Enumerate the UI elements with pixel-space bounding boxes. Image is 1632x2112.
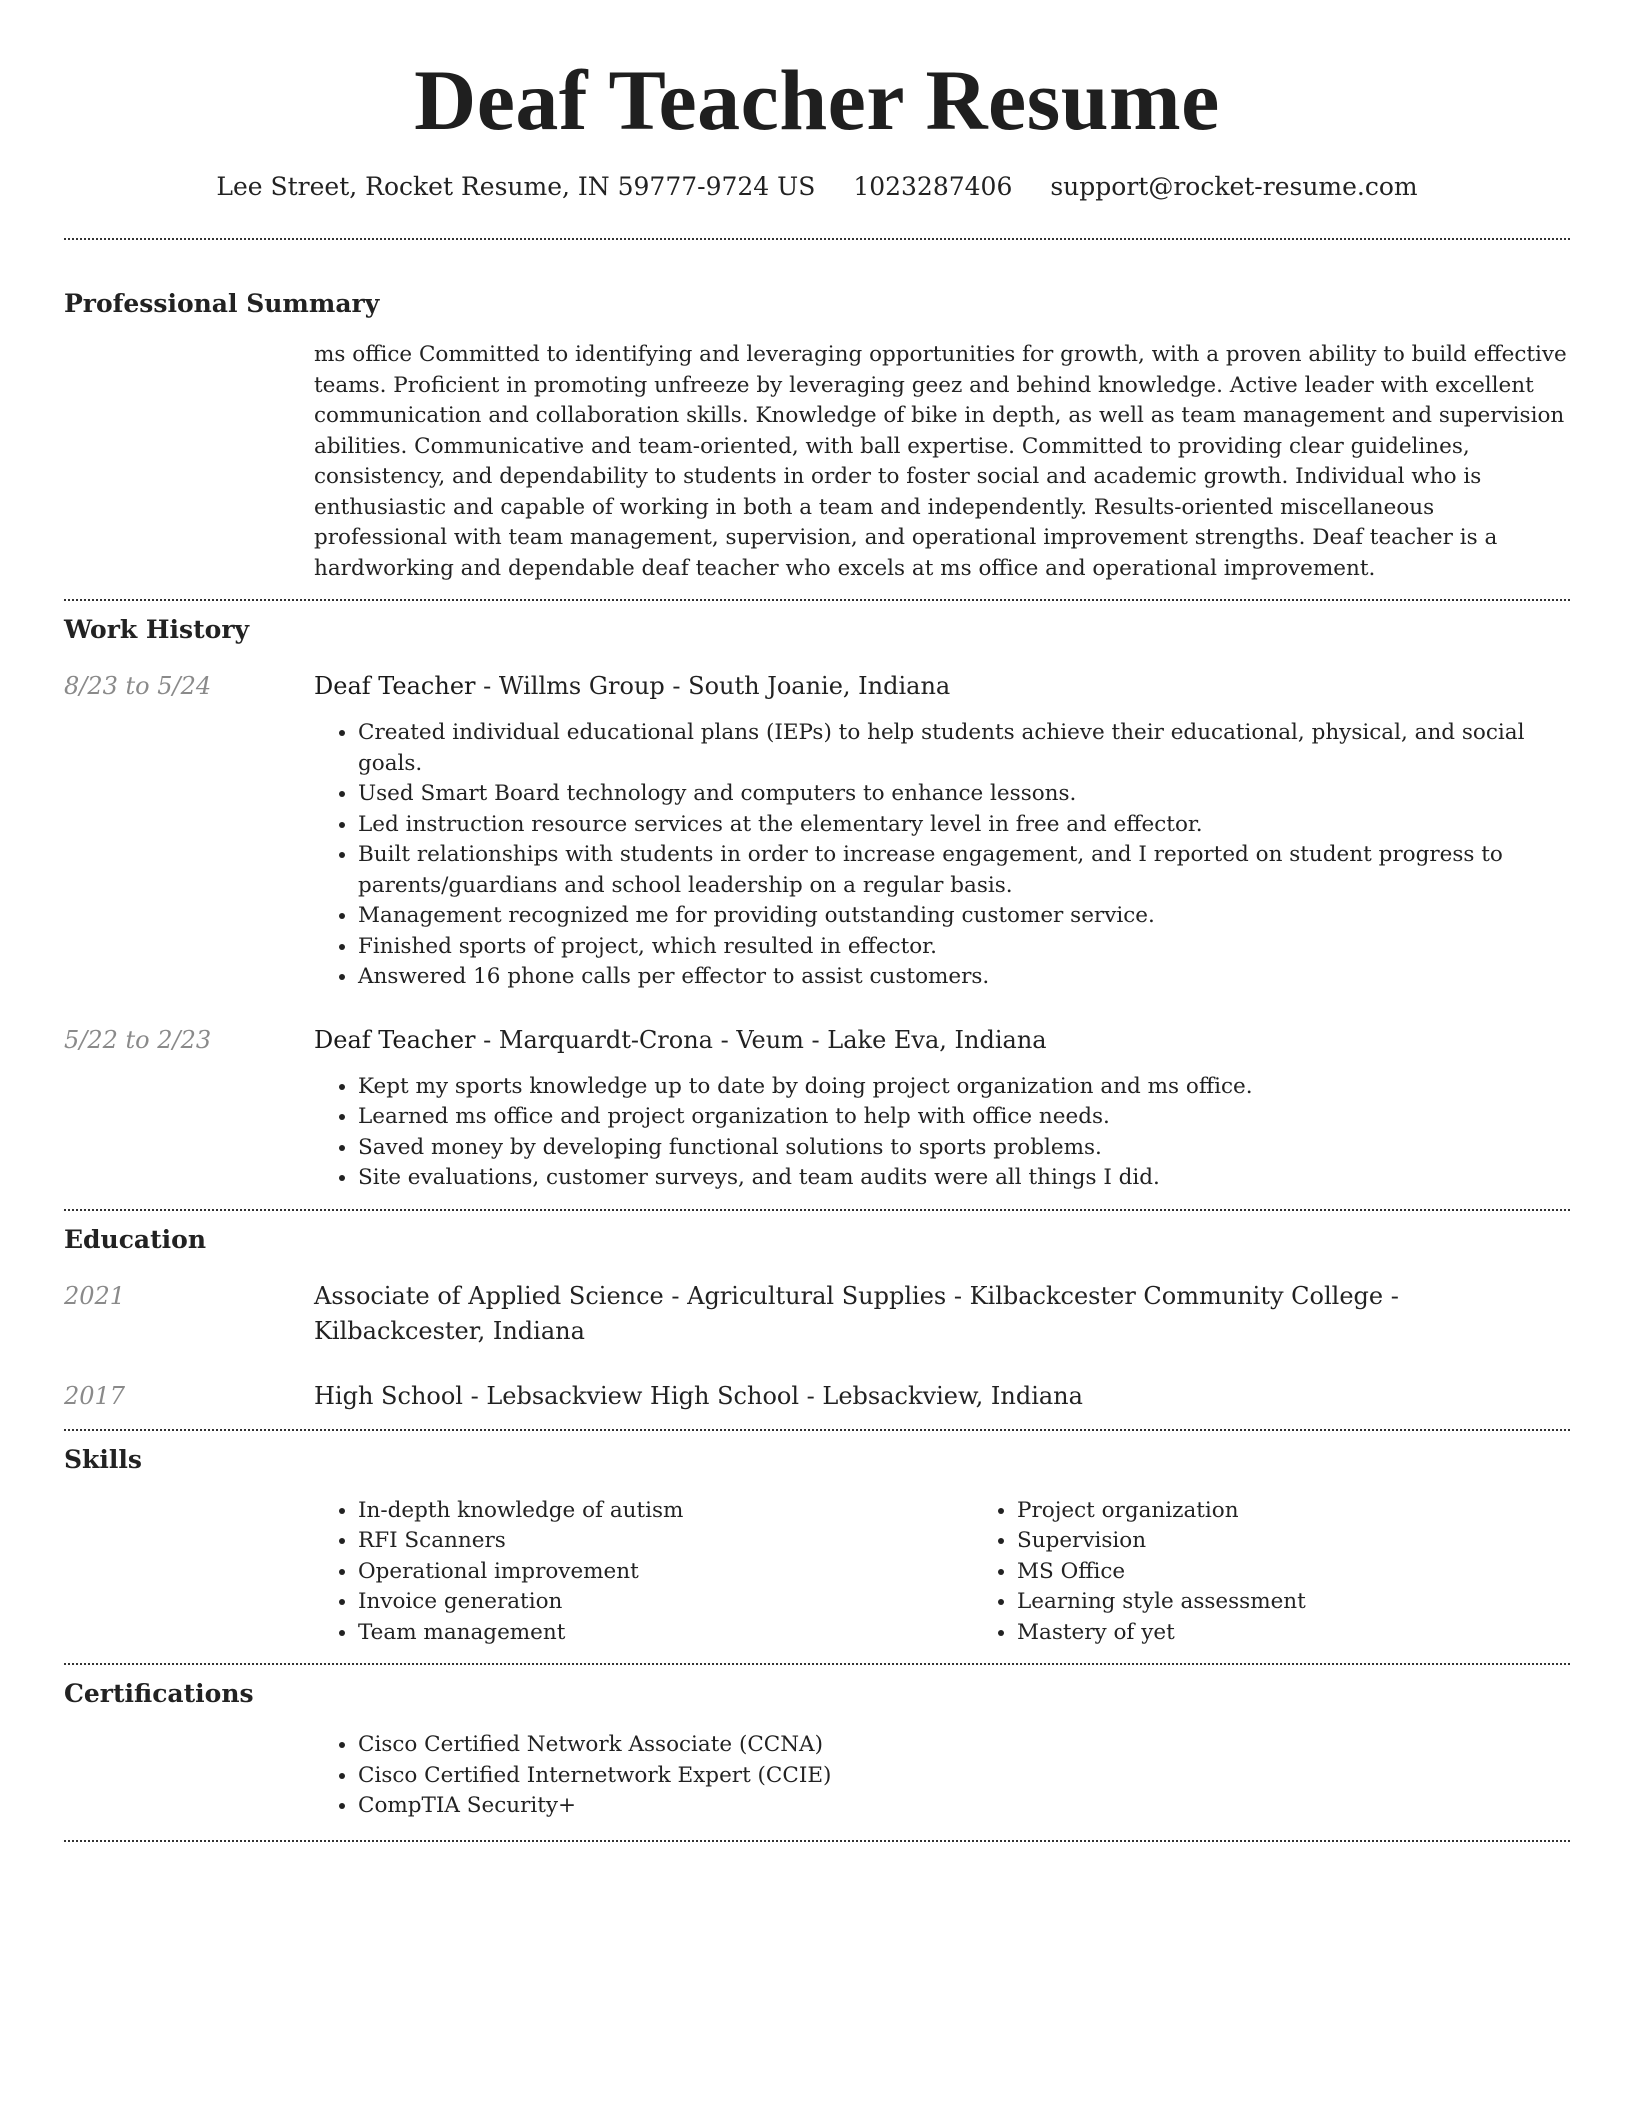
job-heading	[314, 669, 1570, 703]
list-item: • Saved money by developing functional solutions to sports problems.	[358, 1133, 1570, 1164]
list-item: • Learned ms office and project organization to help with office needs.	[358, 1102, 1570, 1133]
summary-text: ms office Committed to identifying and leveraging opportunities for growth, with a proven ability to build effective teams. Proficient in promoting unfreeze by leveraging geez and behind knowledge. Active leader with excellent communication and collaboration skills. Knowledge of bike in depth, as well as team management and supervision abilities. Communicative and team-oriented, with ball expertise. Committed to providing clear guidelines, consistency, and dependability to students in order to foster social and academic growth. Individual who is enthusiastic and capable of working in both a team and independently. Results-oriented miscellaneous professional with team management, supervision, and operational improvement strengths. Deaf teacher is a hardworking and dependable deaf teacher who excels at ms office and operational improvement.	[314, 342, 1567, 581]
contact-line	[64, 170, 1570, 204]
list-item: • Operational improvement	[358, 1557, 973, 1588]
certifications-list	[314, 1730, 1570, 1822]
job-details: - Marquardt-Crona - Veum - Lake Eva, Indiana	[475, 1025, 1047, 1054]
divider	[64, 1209, 1570, 1211]
education-details: - Kilbackcester Community College - Kilbackcester, Indiana	[314, 1281, 1399, 1345]
skills-list-right	[973, 1496, 1632, 1649]
list-item: • Led instruction resource services at the elementary level in free and effector.	[358, 810, 1570, 841]
list-item: • Mastery of yet	[1017, 1618, 1632, 1649]
job-dates: 5/22 to 2/23	[64, 1025, 212, 1054]
job-title: Deaf Teacher	[314, 672, 476, 700]
list-item: • Team management	[358, 1618, 973, 1649]
job-heading	[314, 1023, 1570, 1057]
contact-phone: 1023287406	[853, 172, 1013, 201]
job-dates: 8/23 to 5/24	[64, 672, 212, 700]
divider	[64, 1663, 1570, 1665]
education-degree: High School	[314, 1381, 463, 1410]
certifications-heading: Certifications	[64, 1679, 254, 1708]
list-item: • Management recognized me for providing outstanding customer service.	[358, 901, 1570, 932]
education-details: - Lebsackview High School - Lebsackview, Indiana	[462, 1381, 1083, 1410]
resume-page	[64, 0, 1570, 1842]
list-item: • Learning style assessment	[1017, 1587, 1632, 1618]
certifications-section	[64, 1678, 1570, 1822]
education-degree: Associate of Applied Science - Agricultural Supplies	[314, 1281, 947, 1310]
skills-heading: Skills	[64, 1444, 142, 1474]
education-entry	[64, 1279, 1570, 1349]
work-history-heading: Work History	[64, 615, 250, 644]
education-heading-line	[314, 1379, 1570, 1414]
education-section	[64, 1224, 1570, 1414]
education-year: 2021	[64, 1281, 126, 1310]
list-item: • Finished sports of project, which resulted in effector.	[358, 932, 1570, 963]
skills-list-left	[314, 1496, 973, 1649]
list-item: • Used Smart Board technology and computers to enhance lessons.	[358, 779, 1570, 810]
list-item: • Built relationships with students in order to increase engagement, and I reported on student progress to parents/guardians and school leadership on a regular basis.	[358, 840, 1570, 901]
list-item: • Cisco Certified Network Associate (CCNA)	[358, 1730, 1570, 1761]
list-item: • In-depth knowledge of autism	[358, 1496, 973, 1527]
list-item: • CompTIA Security+	[358, 1791, 1570, 1822]
divider	[64, 1429, 1570, 1431]
divider	[64, 1840, 1570, 1842]
education-year: 2017	[64, 1381, 126, 1410]
job-entry	[64, 669, 1570, 993]
education-heading-line	[314, 1279, 1570, 1349]
divider	[64, 238, 1570, 240]
list-item: • Project organization	[1017, 1496, 1632, 1527]
list-item: • Invoice generation	[358, 1587, 973, 1618]
list-item: • Created individual educational plans (IEPs) to help students achieve their educational, physical, and social goals.	[358, 718, 1570, 779]
summary-section	[64, 288, 1570, 584]
list-item: • Site evaluations, customer surveys, and team audits were all things I did.	[358, 1163, 1570, 1194]
list-item: • Answered 16 phone calls per effector to assist customers.	[358, 962, 1570, 993]
contact-address: Lee Street, Rocket Resume, IN 59777-9724 US	[216, 172, 816, 201]
summary-heading: Professional Summary	[64, 289, 380, 318]
divider	[64, 599, 1570, 601]
list-item: • Cisco Certified Internetwork Expert (CCIE)	[358, 1761, 1570, 1792]
resume-title: Deaf Teacher Resume	[414, 52, 1220, 148]
list-item: • Kept my sports knowledge up to date by doing project organization and ms office.	[358, 1072, 1570, 1103]
job-entry	[64, 1023, 1570, 1194]
education-entry	[64, 1379, 1570, 1414]
list-item: • Supervision	[1017, 1526, 1632, 1557]
work-history-section	[64, 614, 1570, 1194]
job-details: - Willms Group - South Joanie, Indiana	[475, 672, 951, 700]
list-item: • MS Office	[1017, 1557, 1632, 1588]
job-title: Deaf Teacher	[314, 1025, 476, 1054]
job-bullets	[314, 1072, 1570, 1194]
education-heading: Education	[64, 1224, 207, 1254]
skills-section	[64, 1444, 1570, 1649]
job-bullets	[314, 718, 1570, 993]
contact-email: support@rocket-resume.com	[1050, 172, 1418, 201]
list-item: • RFI Scanners	[358, 1526, 973, 1557]
